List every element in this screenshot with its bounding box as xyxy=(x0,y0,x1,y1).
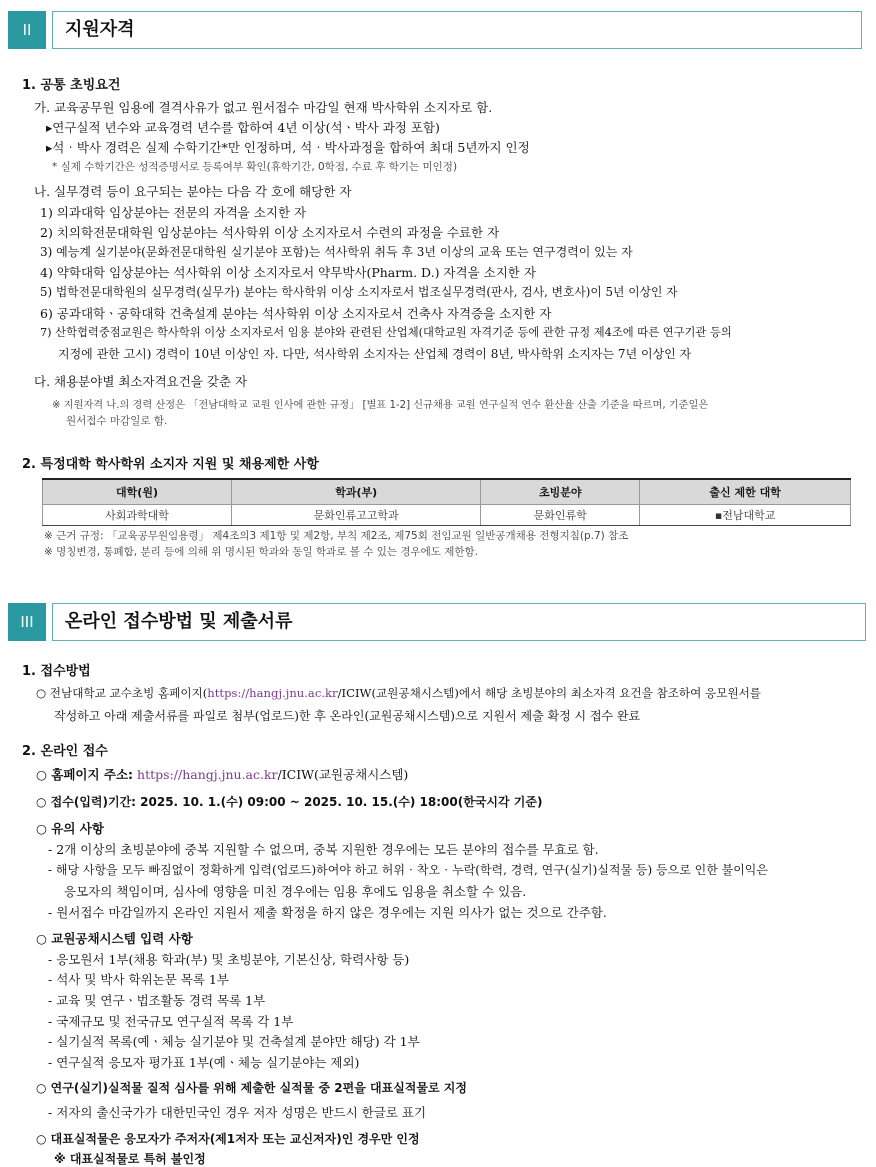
section-header-2 xyxy=(8,11,862,49)
system-title: ○ 교원공채시스템 입력 사항 xyxy=(36,931,193,946)
section-number: II xyxy=(8,11,46,49)
table-row xyxy=(43,505,851,526)
req-b-7-cont: 지정에 관한 고시) 경력이 10년 이상인 자. 다만, 석사학위 소지자는 산업체 경력이 8년, 박사학위 소지자는 7년 이상인 자 xyxy=(58,347,692,361)
method-text-pre: ○ 전남대학교 교수초빙 홈페이지( xyxy=(36,686,208,700)
rep2-title: ○ 대표실적물은 응모자가 주저자(제1저자 또는 교신저자)인 경우만 인정 xyxy=(36,1132,420,1146)
table-cell: 문화인류고고학과 xyxy=(232,505,481,526)
req-b: 나. 실무경력 등이 요구되는 분야는 다음 각 호에 해당한 자 xyxy=(34,184,352,199)
req-c: 다. 채용분야별 최소자격요건을 갖춘 자 xyxy=(34,374,248,389)
req-b-2: 2) 치의학전문대학원 임상분야는 석사학위 이상 소지자로서 수련의 과정을 수료한 자 xyxy=(40,225,500,240)
table-note-2: ※ 명칭변경, 통폐합, 분리 등에 의해 위 명시된 학과와 동일 학과로 볼 수 있는 경우에도 제한함. xyxy=(44,546,479,558)
heading-online: 2. 온라인 접수 xyxy=(22,744,108,759)
homepage-suffix: /ICIW(교원공채시스템) xyxy=(277,767,409,782)
period-line: ○ 접수(입력)기간: 2025. 10. 1.(수) 09:00 ~ 2025. 10. 15.(수) 18:00(한국시각 기준) xyxy=(36,795,543,809)
heading-method: 1. 접수방법 xyxy=(22,664,91,679)
req-c-note-cont: 원서접수 마감일로 함. xyxy=(66,415,168,427)
section-title: 온라인 접수방법 및 제출서류 xyxy=(65,611,293,632)
system-item-2: - 석사 및 박사 학위논문 목록 1부 xyxy=(48,972,229,987)
table-note-1: ※ 근거 규정: 「교육공무원임용령」 제4조의3 제1항 및 제2항, 부칙 제2조, 제75회 전임교원 일반공개채용 전형지침(p.7) 참조 xyxy=(44,530,629,542)
notice-2: - 해당 사항을 모두 빠짐없이 정확하게 입력(업로드)하여야 하고 허위‧착오‧누락(학력, 경력, 연구(실기)실적물 등) 등으로 인한 불이익은 xyxy=(48,863,768,877)
table-cell: ▪전남대학교 xyxy=(640,505,851,526)
req-b-7: 7) 산학협력중점교원은 학사학위 이상 소지자로서 임용 분야와 관련된 산업체(대학교원 자격기준 등에 관한 규정 제4조에 따른 연구기관 등의 xyxy=(40,326,732,339)
section-header-3 xyxy=(8,603,866,641)
method-line-1 xyxy=(36,685,761,701)
heading-common-requirements: 1. 공통 초빙요건 xyxy=(22,78,121,93)
req-a-1: ▸연구실적 년수와 교육경력 년수를 합하여 4년 이상(석ㆍ박사 과정 포함) xyxy=(46,120,440,135)
req-a-note: * 실제 수학기간은 성적증명서로 등록여부 확인(휴학기간, 0학점, 수료 후 학기는 미인정) xyxy=(52,161,458,173)
system-item-1: - 응모원서 1부(채용 학과(부) 및 초빙분야, 기본신상, 학력사항 등) xyxy=(48,952,410,967)
restriction-table xyxy=(42,478,851,526)
req-a-2: ▸석‧박사 경력은 실제 수학기간*만 인정하며, 석‧박사과정을 합하여 최대 5년까지 인정 xyxy=(46,140,530,155)
notice-3: - 원서접수 마감일까지 온라인 지원서 제출 확정을 하지 않은 경우에는 지원 의사가 없는 것으로 간주함. xyxy=(48,905,607,920)
req-b-6: 6) 공과대학ㆍ공학대학 건축설계 분야는 석사학위 이상 소지자로서 건축사 자격증을 소지한 자 xyxy=(40,306,552,321)
homepage-url-link[interactable]: https://hangj.jnu.ac.kr xyxy=(137,767,278,782)
req-b-4: 4) 약학대학 임상분야는 석사학위 이상 소지자로서 약무박사(Pharm. D.) 자격을 소지한 자 xyxy=(40,265,536,280)
table-header: 초빙분야 xyxy=(481,479,640,505)
table-header-row xyxy=(43,479,851,505)
section-number: III xyxy=(8,603,46,641)
heading-restrictions: 2. 특정대학 학사학위 소지자 지원 및 채용제한 사항 xyxy=(22,457,319,472)
rep-item-1: - 저자의 출신국가가 대한민국인 경우 저자 성명은 반드시 한글로 표기 xyxy=(48,1105,427,1120)
section-title-box xyxy=(52,603,866,641)
req-b-1: 1) 의과대학 임상분야는 전문의 자격을 소지한 자 xyxy=(40,205,307,220)
table-cell: 사회과학대학 xyxy=(43,505,232,526)
req-c-note: ※ 지원자격 나.의 경력 산정은 「전남대학교 교원 인사에 관한 규정」 [별표 1-2] 신규채용 교원 연구실적 연수 환산율 산출 기준을 따르며, 기준일은 xyxy=(52,400,709,411)
section-title-box xyxy=(52,11,862,49)
homepage-line xyxy=(36,765,408,783)
method-line-2: 작성하고 아래 제출서류를 파일로 첨부(업로드)한 후 온라인(교원공채시스템)으로 지원서 제출 확정 시 접수 완료 xyxy=(54,709,641,723)
table-header: 대학(원) xyxy=(43,479,232,505)
rep-title: ○ 연구(실기)실적물 질적 심사를 위해 제출한 실적물 중 2편을 대표실적물로 지정 xyxy=(36,1081,467,1095)
table-header: 출신 제한 대학 xyxy=(640,479,851,505)
homepage-label: ○ 홈페이지 주소: xyxy=(36,767,134,782)
table-cell: 문화인류학 xyxy=(481,505,640,526)
section-title: 지원자격 xyxy=(65,19,135,40)
notice-2-cont: 응모자의 책임이며, 심사에 영향을 미친 경우에는 임용 후에도 임용을 취소할 수 있음. xyxy=(64,884,527,899)
homepage-link[interactable]: https://hangj.jnu.ac.kr xyxy=(207,686,338,700)
system-item-5: - 실기실적 목록(예ㆍ체능 실기분야 및 건축설계 분야만 해당) 각 1부 xyxy=(48,1034,420,1049)
rep2-note: ※ 대표실적물로 특허 불인정 xyxy=(54,1152,206,1166)
notice-1: - 2개 이상의 초빙분야에 중복 지원할 수 없으며, 중복 지원한 경우에는 모든 분야의 접수를 무효로 함. xyxy=(48,842,599,857)
method-text-post: /ICIW(교원공채시스템)에서 해당 초빙분야의 최소자격 요건을 참조하여 응모원서를 xyxy=(337,686,761,700)
req-a: 가. 교육공무원 임용에 결격사유가 없고 원서접수 마감일 현재 박사학위 소지자로 함. xyxy=(34,100,493,115)
system-item-3: - 교육 및 연구ㆍ법조활동 경력 목록 1부 xyxy=(48,993,266,1008)
req-b-5: 5) 법학전문대학원의 실무경력(실무가) 분야는 학사학위 이상 소지자로서 법조실무경력(판사, 검사, 변호사)이 5년 이상인 자 xyxy=(40,285,678,299)
system-item-4: - 국제규모 및 전국규모 연구실적 목록 각 1부 xyxy=(48,1014,294,1029)
req-b-3: 3) 예능계 실기분야(문화전문대학원 실기분야 포함)는 석사학위 취득 후 3년 이상의 교육 또는 연구경력이 있는 자 xyxy=(40,245,633,259)
notice-title: ○ 유의 사항 xyxy=(36,821,104,836)
table-header: 학과(부) xyxy=(232,479,481,505)
system-item-6: - 연구실적 응모자 평가표 1부(예ㆍ체능 실기분야는 제외) xyxy=(48,1055,360,1070)
